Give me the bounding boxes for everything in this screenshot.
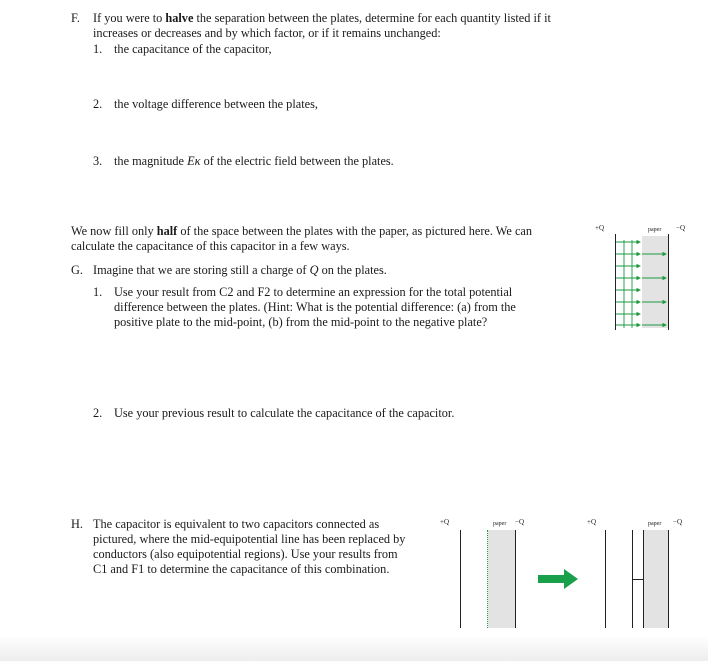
section-f-label: F. [71, 11, 80, 25]
paper-label-3: paper [648, 521, 662, 527]
minus-charge-label-3: −Q [673, 518, 683, 526]
g-item-2: 2. Use your previous result to calculate the capacitance of the capacitor. [93, 406, 455, 420]
f-item-3: 3. the magnitude Eκ of the electric field between the plates. [93, 154, 394, 168]
field-lines-paper [642, 254, 666, 325]
negative-plate-3 [668, 530, 669, 628]
section-g-label: G. [71, 263, 83, 277]
charge-symbol: Q [309, 263, 319, 277]
field-lines-vacuum [616, 242, 640, 325]
minus-charge-label: −Q [676, 224, 686, 232]
equivalence-arrow-icon [538, 568, 580, 590]
paper-label: paper [648, 227, 662, 233]
middle-conductor-right [643, 530, 644, 628]
half-emphasis: half [156, 224, 178, 238]
plus-charge-label-2: +Q [440, 518, 450, 526]
negative-plate-2 [515, 530, 516, 628]
mid-equipotential-line [487, 530, 488, 628]
section-h: H. The capacitor is equivalent to two capacitors connected as pictured, where the mid-equipotential line has been replaced by conductors (also equipotential regions). Use your results from C1 and F1 to determine the capacitance of this combination. [71, 517, 406, 576]
series-capacitor-diagram [585, 515, 695, 635]
section-f-intro: If you were to halve the separation between the plates, determine for each quantity listed if it increases or decreases and by which factor, or if it remains unchanged: [93, 11, 551, 40]
field-symbol: Eκ [187, 154, 201, 168]
half-fill-paragraph: We now fill only half of the space between the plates with the paper, as pictured here. We can calculate the capacitance of this capacitor in a few ways. [71, 224, 533, 253]
section-h-label: H. [71, 517, 83, 531]
plus-charge-label: +Q [595, 224, 605, 232]
middle-conductor-link [632, 579, 643, 580]
vertical-field-ticks [624, 240, 632, 328]
electric-field-lines [590, 220, 690, 335]
halve-emphasis: halve [165, 11, 194, 25]
half-filled-capacitor-diagram [590, 220, 690, 335]
paper-region-3 [643, 530, 668, 628]
g-item-1: 1. Use your result from C2 and F2 to determine an expression for the total potential difference between the plates. (Hint: What is the potential difference: (a) from the positive plate to the mid-point, (b) from the mid-point to the negative plate? [93, 285, 516, 329]
positive-plate-3 [605, 530, 606, 628]
minus-charge-label-2: −Q [515, 518, 525, 526]
page-bottom-shadow [0, 636, 708, 661]
paper-label-2: paper [493, 521, 507, 527]
plus-charge-label-3: +Q [587, 518, 597, 526]
f-item-1: 1. the capacitance of the capacitor, [93, 42, 272, 56]
f-item-2: 2. the voltage difference between the plates, [93, 97, 318, 111]
paper-region-2 [488, 530, 515, 628]
equipotential-capacitor-diagram [440, 515, 535, 635]
section-g: G. Imagine that we are storing still a charge of Q on the plates. [71, 263, 387, 277]
positive-plate-2 [460, 530, 461, 628]
